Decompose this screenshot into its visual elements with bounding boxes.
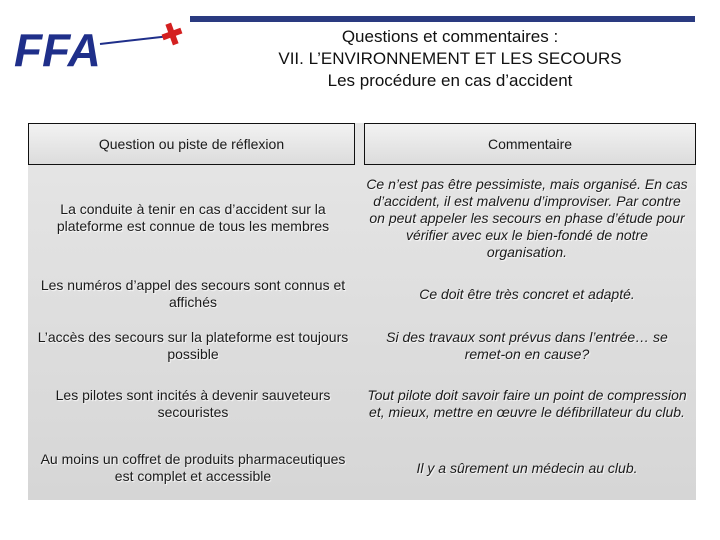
row-comment: Tout pilote doit savoir faire un point de compression et, mieux, mettre en œuvre le défibrillateur du club. [367, 387, 687, 420]
row-question: Au moins un coffret de produits pharmaceutiques est complet et accessible [40, 451, 346, 484]
table-row [28, 372, 696, 436]
table-row [28, 436, 696, 500]
table-row [28, 320, 696, 372]
header-comment: Commentaire [364, 123, 696, 165]
row-comment: Si des travaux sont prévus dans l’entrée… se remet-on en cause? [386, 329, 668, 362]
header-question: Question ou piste de réflexion [28, 123, 355, 165]
logo-swoosh [100, 36, 170, 44]
row-question: La conduite à tenir en cas d’accident sur la plateforme est connue de tous les membres [56, 201, 330, 234]
title-line-1: Questions et commentaires : [341, 27, 559, 46]
title-line-2: VII. L’ENVIRONNEMENT ET LES SECOURS [278, 49, 622, 68]
title-bar [190, 16, 695, 22]
row-question: Les pilotes sont incités à devenir sauveteurs secouristes [55, 387, 331, 420]
qa-table [28, 123, 696, 500]
title-line-3: Les procédure en cas d’accident [327, 71, 573, 90]
row-comment: Ce n’est pas être pessimiste, mais organisé. En cas d’accident, il est malvenu d’improviser. Par contre on peut appeler les secours en phase d’étude pour vérifier avec eux le bien-fondé de notre organisation. [366, 175, 688, 260]
row-question: Les numéros d’appel des secours sont connus et affichés [40, 277, 346, 310]
ffa-logo [12, 14, 187, 76]
table-row [28, 168, 696, 268]
logo-text: FFA [14, 24, 101, 76]
row-question: L’accès des secours sur la plateforme est toujours possible [37, 329, 349, 362]
row-comment: Ce doit être très concret et adapté. [419, 285, 635, 302]
row-comment: Il y a sûrement un médecin au club. [416, 459, 638, 476]
table-row [28, 268, 696, 320]
page-title [190, 26, 710, 92]
logo-plane-icon [159, 20, 185, 48]
logo-wordmark [14, 24, 101, 76]
